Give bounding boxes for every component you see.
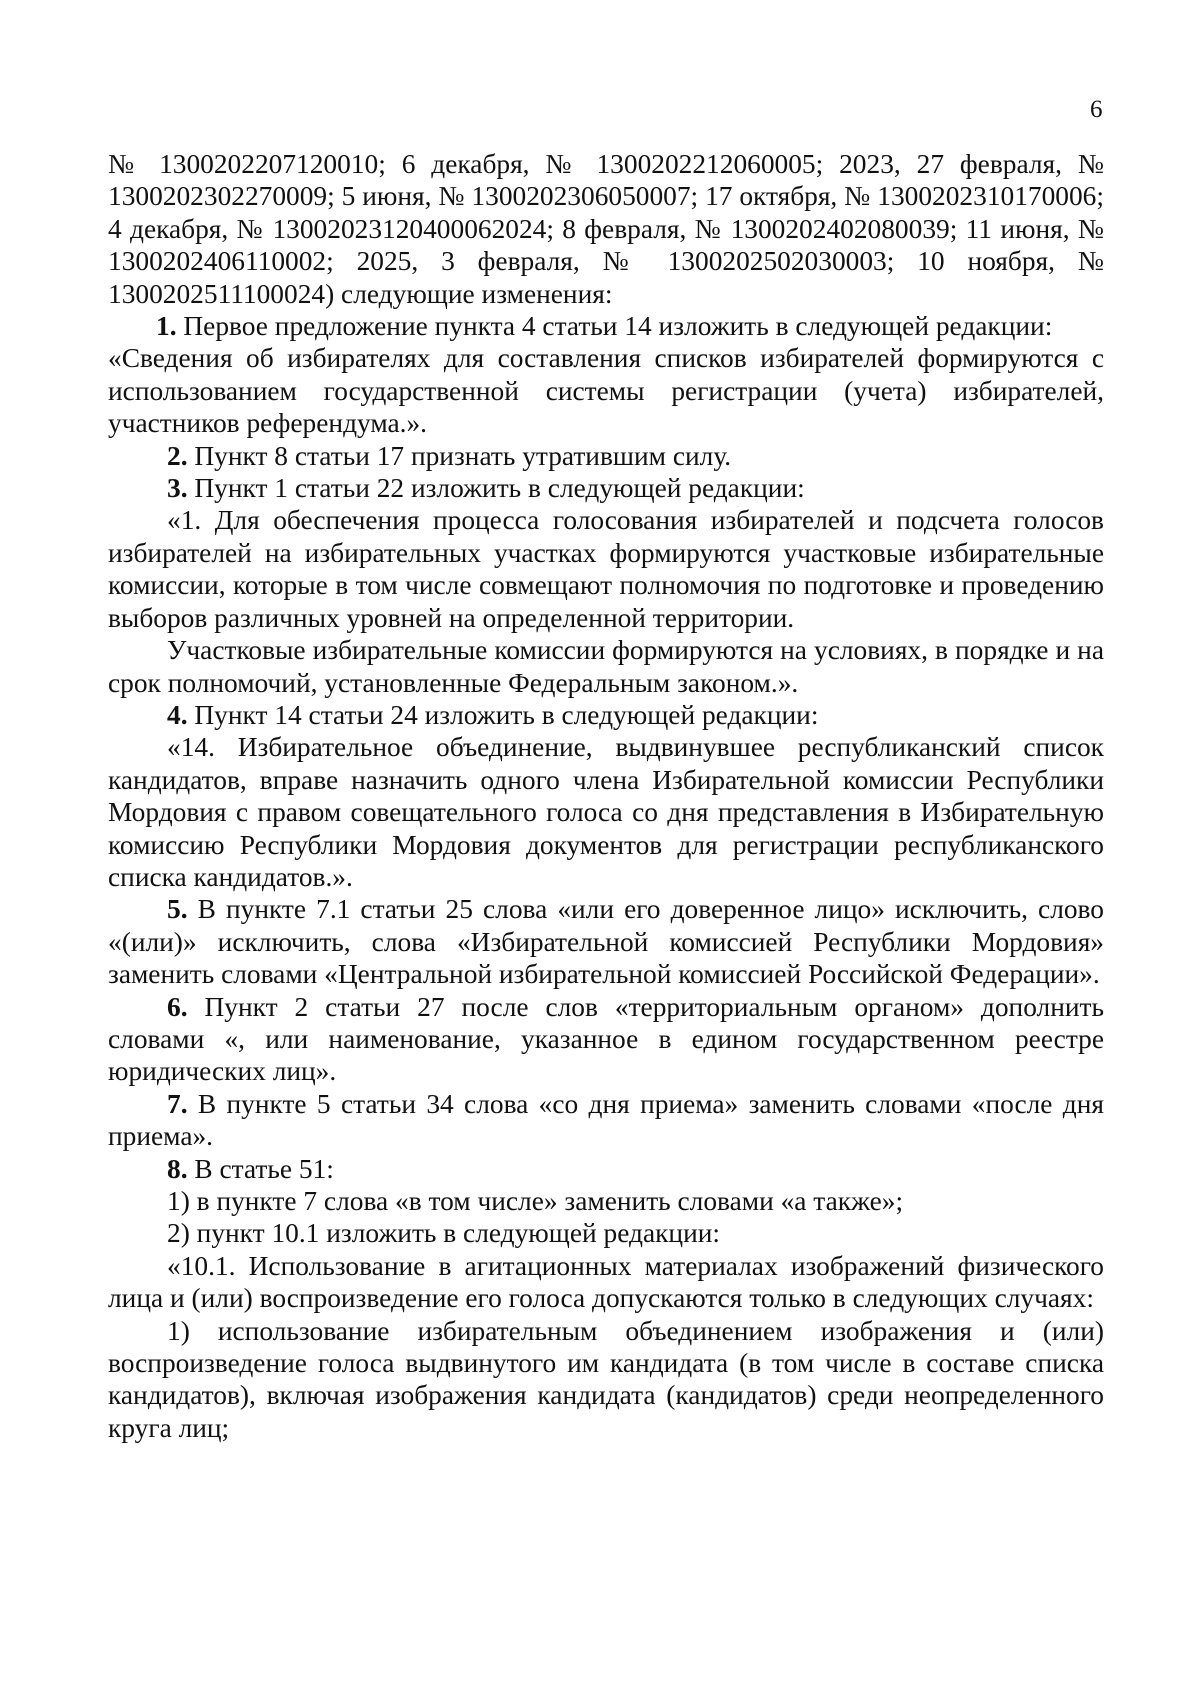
paragraph-quote-10-1-case-1: 1) использование избирательным объединением изображения и (или) воспроизведение голоса выдвинутого им кандидата (в том числе в составе списка кандидатов), включая изображения кандидата (кандидатов) среди неопределенного круга лиц;: [108, 1315, 1104, 1443]
document-body: [108, 148, 1104, 1444]
item-text: Пункт 8 статьи 17 признать утратившим силу.: [187, 440, 732, 471]
item-number: 8.: [167, 1153, 188, 1184]
item-number: 1.: [156, 311, 177, 342]
item-text: Пункт 1 статьи 22 изложить в следующей редакции:: [187, 473, 805, 504]
paragraph-item-4: [108, 699, 1104, 731]
paragraph-quote-1: «Сведения об избирателях для составления списков избирателей формируются с использованием государственной системы регистрации (учета) избирателей, участников референдума.».: [108, 343, 1104, 439]
paragraph-quote-3a: «1. Для обеспечения процесса голосования избирателей и подсчета голосов избирателей на избирательных участках формируются участковые избирательные комиссии, которые в том числе совмещают полномочия по подготовке и проведению выборов различных уровней на определенной территории.: [108, 505, 1104, 633]
item-text: Пункт 14 статьи 24 изложить в следующей редакции:: [187, 699, 819, 730]
page-number: 6: [1090, 96, 1103, 123]
paragraph-subitem-8-2: 2) пункт 10.1 изложить в следующей редакции:: [167, 1218, 721, 1249]
paragraph-item-8: [108, 1153, 1104, 1185]
item-number: 5.: [167, 894, 188, 925]
item-number: 6.: [167, 991, 188, 1022]
item-text: В пункте 5 статьи 34 слова «со дня приема» заменить словами «после дня приема».: [108, 1088, 1104, 1152]
paragraph-subitem-8-1: 1) в пункте 7 слова «в том числе» заменить словами «а также»;: [167, 1186, 904, 1216]
paragraph-item-6: [108, 991, 1104, 1088]
paragraph-quote-10-1: «10.1. Использование в агитационных материалах изображений физического лица и (или) воспроизведение его голоса допускаются только в следующих случаях:: [108, 1250, 1104, 1314]
item-number: 7.: [167, 1088, 188, 1119]
paragraph-quote-3b: Участковые избирательные комиссии формируются на условиях, в порядке и на срок полномочий, установленные Федеральным законом.».: [108, 635, 1104, 698]
item-number: 4.: [167, 699, 188, 730]
paragraph-item-7: [108, 1088, 1104, 1153]
paragraph-amendment-sources: № 1300202207120010; 6 декабря, № 1300202212060005; 2023, 27 февраля, № 1300202302270009; 5 июня, № 1300202306050007; 17 октября, № 1300202310170006; 4 декабря, № 13002023120400062024; 8 февраля, № 1300202402080039; 11 июня, № 1300202406110002; 2025, 3 февраля, № 1300202502030003; 10 ноября, № 1300202511100024) следующие изменения:: [108, 149, 1104, 309]
paragraph-item-5: [108, 893, 1104, 990]
paragraph-item-3: [108, 472, 1104, 504]
paragraph-quote-4: «14. Избирательное объединение, выдвинувшее республиканский список кандидатов, вправе назначить одного члена Избирательной комиссии Республики Мордовия с правом совещательного голоса со дня представления в Избирательную комиссию Республики Мордовия документов для регистрации республиканского списка кандидатов.».: [108, 732, 1104, 892]
item-number: 2.: [167, 440, 188, 471]
item-text: Первое предложение пункта 4 статьи 14 изложить в следующей редакции:: [176, 311, 1053, 342]
item-text: В пункте 7.1 статьи 25 слова «или его доверенное лицо» исключить, слово «(или)» исключить, слова «Избирательной комиссией Республики Мордовия» заменить словами «Центральной избирательной комиссией Российской Федерации».: [108, 894, 1104, 990]
item-number: 3.: [167, 473, 188, 504]
item-text: В статье 51:: [187, 1153, 334, 1184]
paragraph-item-1: [108, 310, 1104, 342]
item-text: Пункт 2 статьи 27 после слов «территориальным органом» дополнить словами «, или наименование, указанное в едином государственном реестре юридических лиц».: [108, 991, 1104, 1087]
paragraph-item-2: [108, 440, 1104, 472]
